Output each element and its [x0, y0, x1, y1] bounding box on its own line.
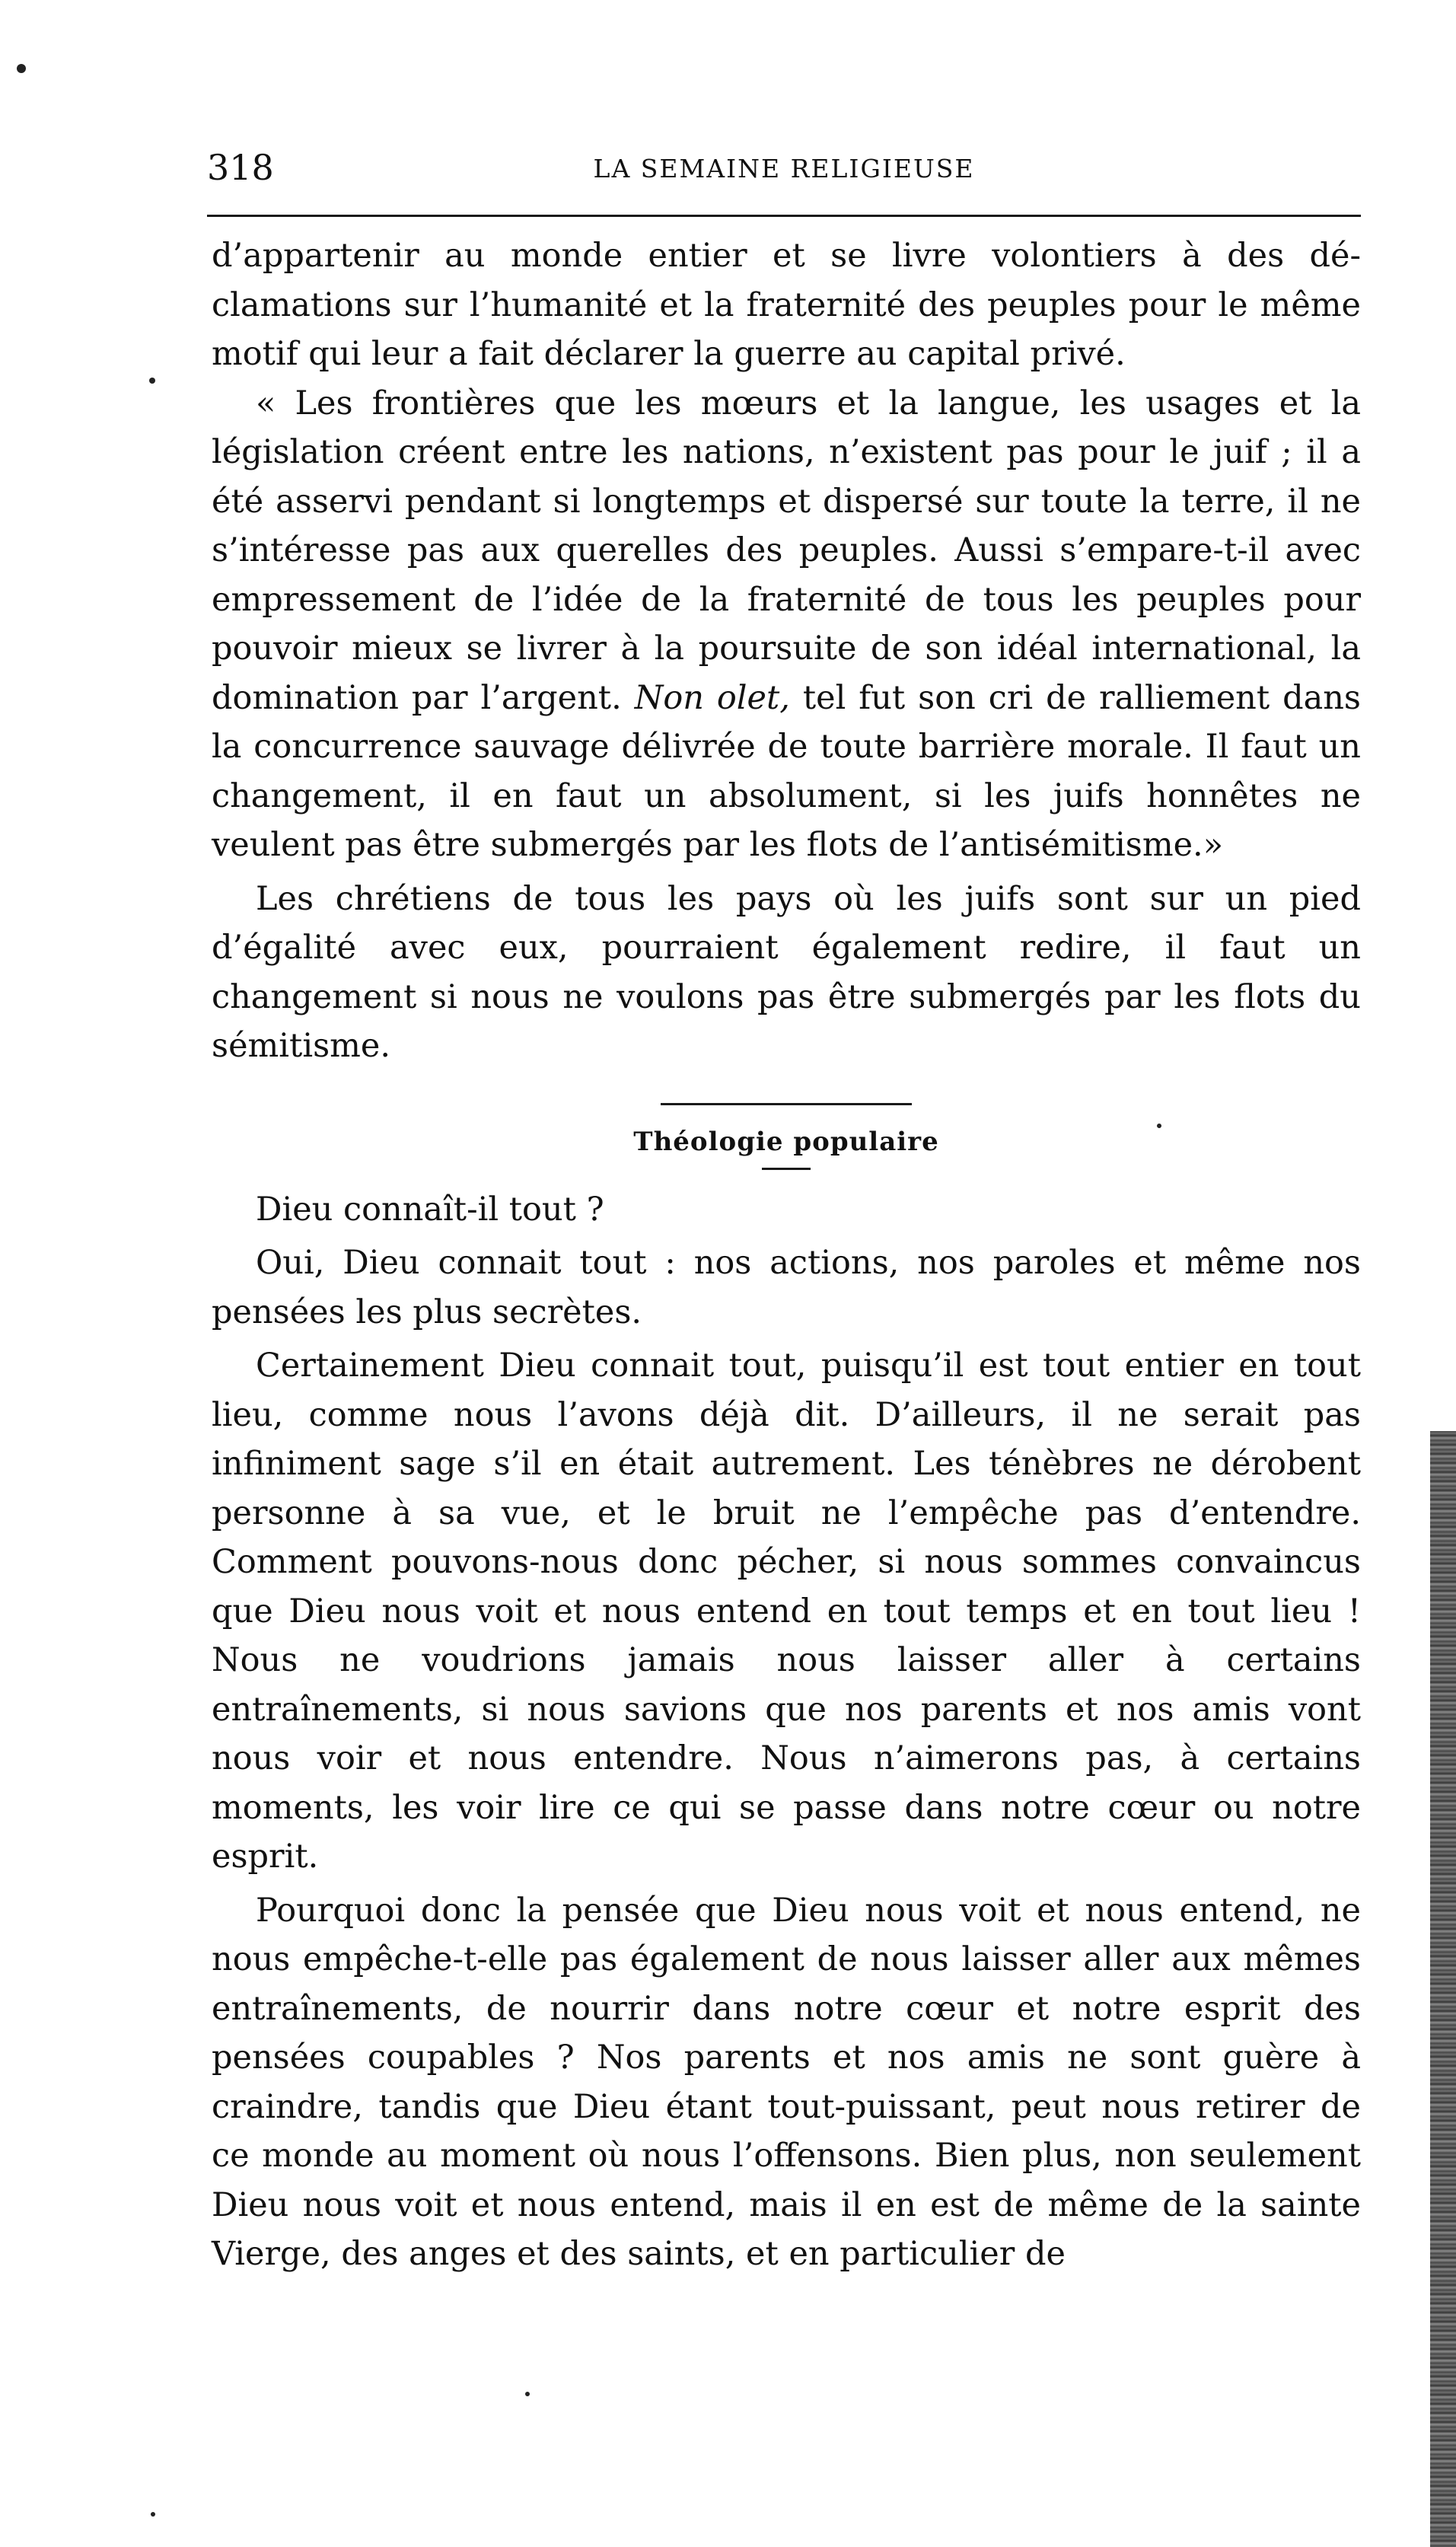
quote-text: « Les frontières que les mœurs et la langue, les usages et la législation créent entre les nations, n’existent pas pour le juif ; il a été asservi pendant si longtemps et dispersé sur toute la terre, il ne s’intéresse pas aux querelles des peuples. Aussi s’empare-t-il avec empressement de l’idée de la fraternité de tous les peuples pour pouvoir mieux se livrer à la poursuite de son idéal international, la domination par l’argent. [212, 384, 1361, 717]
scan-speck [17, 64, 26, 73]
section-paragraph-explanation: Certainement Dieu connait tout, puisqu’il est tout entier en tout lieu, comme nous l’avons déjà dit. D’ailleurs, il ne serait pas infiniment sage s’il en était autrement. Les ténèbres ne dérobent personne à sa vue, et le bruit ne l’empêche pas d’entendre. Comment pouvons-nous donc pécher, si nous sommes convaincus que Dieu nous voit et nous entend en tout temps et en tout lieu ! Nous ne voudrions jamais nous laisser aller à certains entraînements, si nous savions que nos parents et nos amis vont nous voir et nous entendre. Nous n’aimerons pas, à certains moments, les voir lire ce qui se passe dans notre cœur ou notre esprit. [212, 1347, 1361, 1876]
paragraph-quote [212, 379, 1361, 870]
section-divider [661, 1103, 912, 1105]
paragraph-christians: Les chrétiens de tous les pays où les juifs sont sur un pied d’égalité avec eux, pourraient également redire, il faut un changement si nous ne voulons pas être submergés par les flots du sémitisme. [212, 879, 1361, 1065]
latin-phrase: Non olet, [634, 678, 790, 717]
scan-speck [1157, 1124, 1161, 1128]
scan-speck [525, 2392, 530, 2396]
scan-speck [151, 2512, 155, 2517]
section-paragraph-why: Pourquoi donc la pensée que Dieu nous voit et nous entend, ne nous empêche-t-elle pas également de nous laisser aller aux mêmes entraînements, de nourrir dans notre cœur et notre esprit des pensées coupables ? Nos parents et nos amis ne sont guère à craindre, tandis que Dieu étant tout-puissant, peut nous retirer de ce monde au moment où nous l’offensons. Bien plus, non seulement Dieu nous voit et nous entend, mais il en est de même de la sainte Vierge, des anges et des saints, et en particulier de [212, 1891, 1361, 2273]
page-header [207, 145, 1361, 190]
scan-speck [149, 378, 155, 384]
section-title: Théologie populaire [633, 1126, 939, 1157]
quote-continuation: tel fut son cri de ralliement dans la concurrence sauvage délivrée de toute barrière morale. Il faut un changement, il en faut un absolument, si les juifs honnêtes ne veulent pas être submergés par les flots de l’antisémitisme.» [212, 678, 1362, 864]
page-edge-shadow [1430, 1431, 1456, 2547]
page-number: 318 [207, 147, 274, 188]
section-question: Dieu connaît-il tout ? [256, 1190, 604, 1229]
running-title: LA SEMAINE RELIGIEUSE [593, 154, 975, 183]
paragraph-continuation: d’appartenir au monde entier et se livre volontiers à des dé-clamations sur l’humanité et la fraternité des peuples pour le même motif qui leur a fait déclarer la guerre au capital privé. [212, 237, 1361, 373]
section-title-rule [762, 1168, 811, 1170]
section-paragraph-answer: Oui, Dieu connait tout : nos actions, nos paroles et même nos pensées les plus secrètes. [212, 1244, 1361, 1331]
body-text [212, 231, 1361, 2279]
header-rule [207, 215, 1361, 217]
